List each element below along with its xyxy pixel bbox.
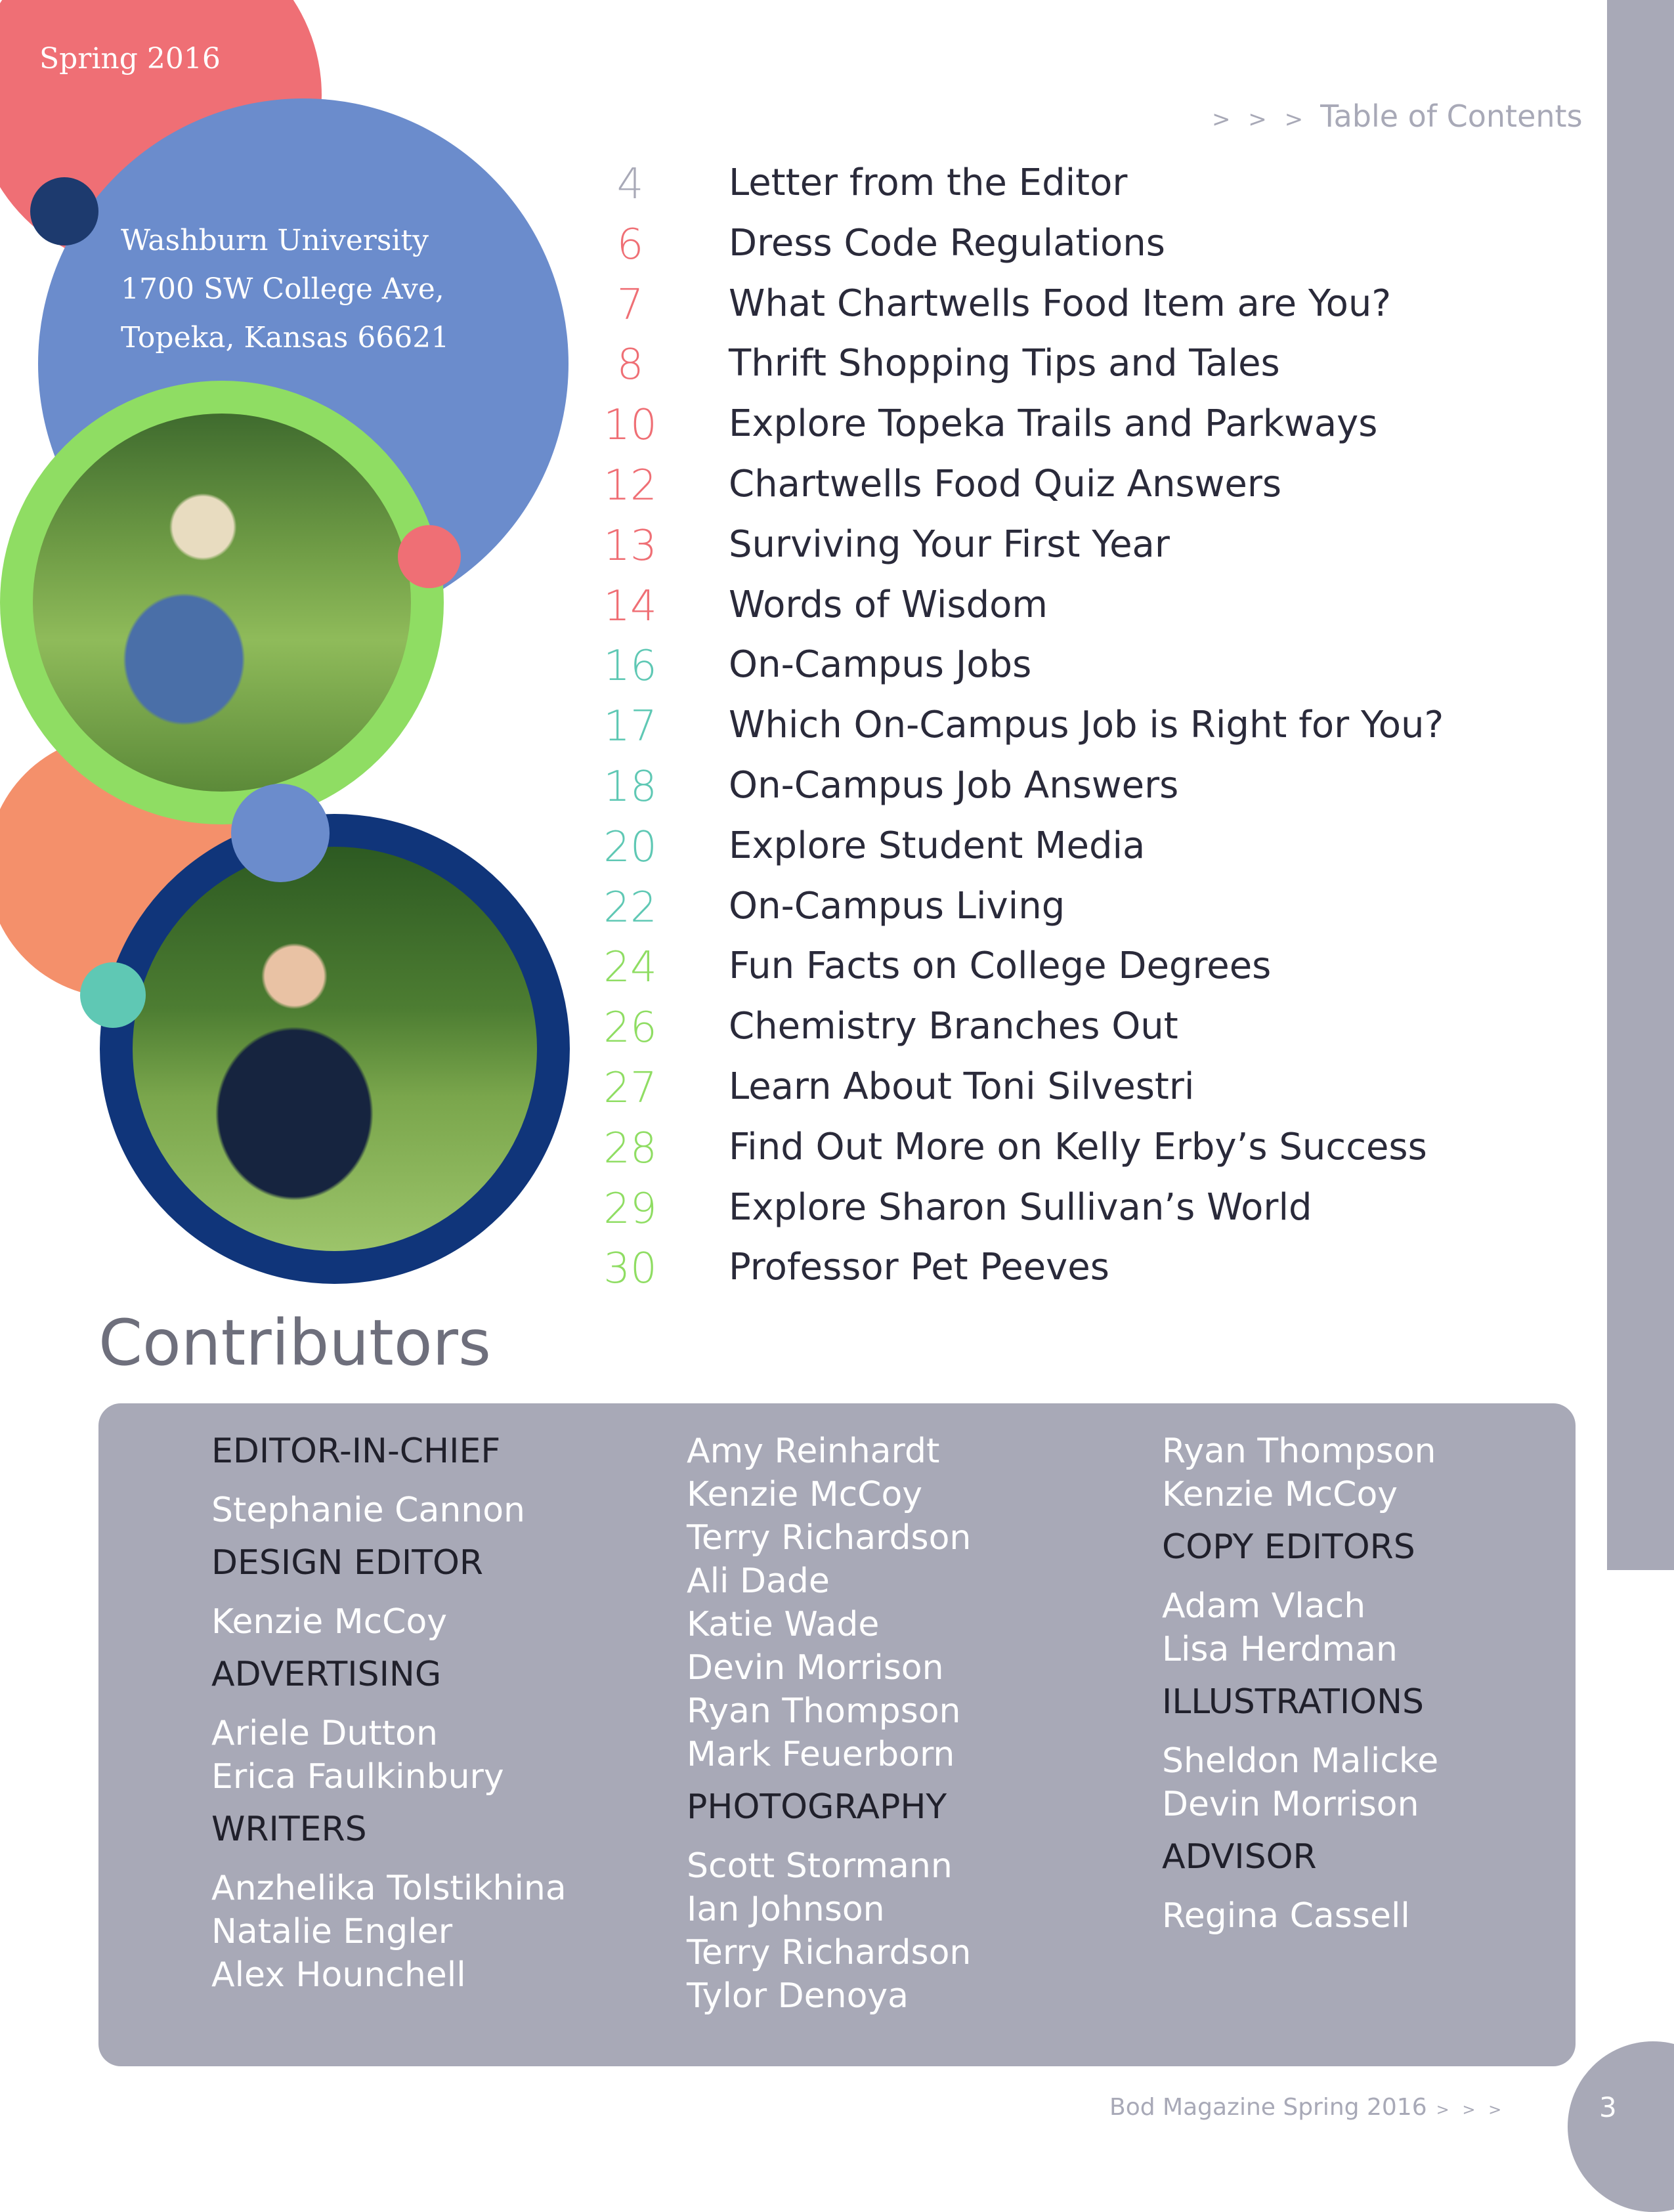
water-splash-photo-woman [33, 414, 411, 792]
toc-title: Chemistry Branches Out [729, 1005, 1178, 1048]
contributor-name: Erica Faulkinbury [211, 1757, 504, 1797]
toc-title: Thrift Shopping Tips and Tales [729, 342, 1280, 385]
contributor-name: Kenzie McCoy [1162, 1475, 1398, 1514]
issue-season: Spring 2016 [39, 42, 221, 75]
toc-page-number: 24 [603, 943, 657, 992]
contributor-name: Scott Stormann [687, 1846, 953, 1886]
toc-page-number: 29 [603, 1184, 657, 1233]
toc-page-number: 6 [616, 220, 644, 269]
toc-entry [591, 637, 1576, 697]
address-line: Washburn University [121, 224, 429, 257]
toc-title: Chartwells Food Quiz Answers [729, 462, 1282, 505]
navy-dot [30, 177, 98, 245]
toc-page-number: 10 [603, 401, 657, 450]
page-number: 3 [1599, 2091, 1617, 2123]
toc-page-number: 30 [603, 1244, 657, 1294]
toc-title: Explore Student Media [729, 824, 1146, 867]
contributor-name: Devin Morrison [1162, 1785, 1419, 1824]
toc-entry [591, 1059, 1576, 1119]
contributor-role: EDITOR-IN-CHIEF [211, 1432, 501, 1471]
toc-page-number: 27 [603, 1063, 657, 1113]
toc-entry [591, 757, 1576, 818]
contributor-name: Ariele Dutton [211, 1714, 438, 1753]
toc-entry [591, 998, 1576, 1059]
toc-entry [591, 335, 1576, 396]
contributor-role: COPY EDITORS [1162, 1527, 1415, 1567]
toc-title: Professor Pet Peeves [729, 1246, 1109, 1289]
contributors-box [98, 1403, 1576, 2066]
contributor-name: Ali Dade [687, 1562, 830, 1601]
website-url-vertical [1591, 1628, 1644, 1995]
light-blue-dot [231, 784, 330, 882]
toc-entry [591, 456, 1576, 517]
toc-page-number: 20 [603, 822, 657, 872]
page-number-tab [1568, 2041, 1674, 2212]
side-bar [1607, 0, 1674, 1570]
contributor-name: Terry Richardson [687, 1933, 972, 1972]
contributor-name: Natalie Engler [211, 1912, 453, 1951]
contributor-name: Tylor Denoya [687, 1976, 909, 2016]
toc-entry [591, 697, 1576, 757]
toc-page-number: 17 [603, 702, 657, 752]
toc-title: Words of Wisdom [729, 583, 1048, 626]
contributor-name: Anzhelika Tolstikhina [211, 1869, 567, 1908]
contributor-role: ILLUSTRATIONS [1162, 1682, 1425, 1722]
toc-entry [591, 155, 1576, 215]
contributor-role: PHOTOGRAPHY [687, 1787, 947, 1827]
toc-entry [591, 517, 1576, 577]
contributor-name: Ian Johnson [687, 1890, 885, 1929]
contributor-role: ADVISOR [1162, 1837, 1317, 1877]
toc-page-number: 8 [616, 341, 644, 390]
toc-entry [591, 938, 1576, 998]
toc-page-number: 4 [616, 160, 644, 209]
toc-page-number: 13 [603, 521, 657, 570]
contributor-name: Alex Hounchell [211, 1955, 466, 1995]
table-of-contents [591, 155, 1576, 1300]
footer-label: Bod Magazine Spring 2016 [1109, 2094, 1427, 2121]
toc-title: Which On-Campus Job is Right for You? [729, 704, 1444, 747]
toc-entry [591, 818, 1576, 878]
contributors-title: Contributors [98, 1306, 492, 1380]
toc-entry [591, 577, 1576, 637]
contributor-name: Ryan Thompson [687, 1691, 961, 1731]
contributor-name: Ryan Thompson [1162, 1432, 1436, 1471]
toc-entry [591, 396, 1576, 456]
toc-title: Letter from the Editor [729, 161, 1128, 204]
university-address [121, 217, 449, 362]
contributor-name: Regina Cassell [1162, 1896, 1410, 1936]
contributors-column-1 [211, 1430, 567, 1997]
toc-header-arrows: > > > [1212, 106, 1309, 133]
contributor-role: ADVERTISING [211, 1655, 442, 1694]
toc-title: On-Campus Job Answers [729, 763, 1179, 807]
toc-entry [591, 878, 1576, 939]
toc-title: Surviving Your First Year [729, 522, 1170, 566]
toc-header-label: Table of Contents [1320, 98, 1583, 134]
contributor-name: Terry Richardson [687, 1518, 972, 1558]
pink-dot [398, 525, 461, 588]
toc-title: What Chartwells Food Item are You? [729, 282, 1392, 325]
teal-dot [80, 962, 146, 1028]
toc-page-number: 28 [603, 1124, 657, 1173]
contributor-name: Adam Vlach [1162, 1586, 1366, 1626]
toc-title: Find Out More on Kelly Erby’s Success [729, 1125, 1427, 1168]
toc-title: Fun Facts on College Degrees [729, 945, 1272, 988]
toc-page-number: 26 [603, 1004, 657, 1053]
toc-page-number: 12 [603, 461, 657, 510]
contributors-column-2 [687, 1430, 971, 2018]
toc-title: On-Campus Jobs [729, 643, 1032, 687]
toc-entry [591, 276, 1576, 336]
toc-page-number: 14 [603, 582, 657, 631]
contributor-role: WRITERS [211, 1810, 367, 1849]
address-line: 1700 SW College Ave, [121, 272, 444, 306]
water-splash-photo-man [133, 847, 537, 1251]
contributor-role: DESIGN EDITOR [211, 1543, 484, 1583]
toc-title: On-Campus Living [729, 884, 1065, 927]
toc-page-number: 22 [603, 883, 657, 932]
contributor-name: Mark Feuerborn [687, 1735, 955, 1774]
address-line: Topeka, Kansas 66621 [121, 321, 450, 354]
contributor-name: Amy Reinhardt [687, 1432, 940, 1471]
toc-title: Learn About Toni Silvestri [729, 1065, 1195, 1108]
contributor-name: Lisa Herdman [1162, 1630, 1398, 1669]
footer-arrows: > > > [1436, 2100, 1506, 2119]
footer-publication [1109, 2094, 1505, 2121]
toc-title: Dress Code Regulations [729, 221, 1165, 265]
toc-entry [591, 1180, 1576, 1240]
toc-entry [591, 1119, 1576, 1180]
toc-header [1212, 98, 1583, 134]
contributor-name: Stephanie Cannon [211, 1491, 526, 1530]
contributor-name: Sheldon Malicke [1162, 1741, 1439, 1781]
toc-entry [591, 215, 1576, 276]
toc-title: Explore Sharon Sullivan’s World [729, 1185, 1312, 1229]
toc-entry [591, 1239, 1576, 1300]
toc-page-number: 7 [616, 280, 644, 330]
toc-page-number: 16 [603, 642, 657, 691]
contributors-column-3 [1162, 1430, 1438, 1938]
contributor-name: Kenzie McCoy [687, 1475, 923, 1514]
toc-title: Explore Topeka Trails and Parkways [729, 402, 1378, 446]
contributor-name: Kenzie McCoy [211, 1602, 448, 1642]
contributor-name: Devin Morrison [687, 1648, 944, 1688]
contributor-name: Katie Wade [687, 1605, 880, 1644]
toc-page-number: 18 [603, 762, 657, 811]
